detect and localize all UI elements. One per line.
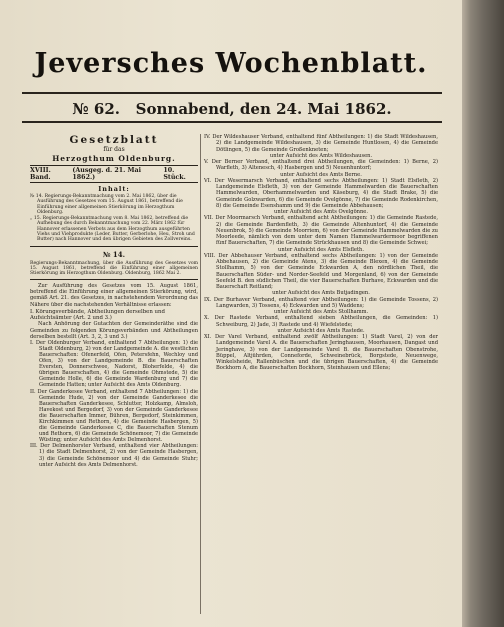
book-spine — [462, 0, 504, 627]
section-separator — [30, 279, 198, 280]
verband-item: II. Der Ganderkesee Verband, enthaltend 7 Abtheilungen: 1) die Gemeinde Hude, 2) von der Gemeinde Ganderkesee die Bauerschaften Ganderkesee, Schlutter, Holzkamp, Almsloh, Havekost und Bergedorf, 3) von der Gemeinde Ganderkesee die Bauerschaften Immer, Bühren, Bergedorf, Steinkimmen, Kirchkimmen und Rethorn, 4) die Gemeinde Hasbergen, 5) die Gemeinde Ganderkesee C, die Bauerschaften Stenum und Rethorn, 6) die Gemeinde Schönemoor, 7) die Gemeinde Wüsting; unter Aufsicht des Amts Delmenhorst. — [30, 388, 198, 444]
band-line — [30, 165, 198, 183]
section-heading: I. Körungsverbände, Abtheilungen derselben und Aufsichtsämter (Art. 2 und 3.) — [30, 308, 165, 322]
verband-item: I. Der Oldenburger Verband, enthaltend 7 Abtheilungen: 1) die Stadt Oldenburg, 2) von der Landgemeinde A. die westlichen Bauerschaften: Ofenerfeld, Ofen, Petersfehn, Wechloy und Ofen, 3) von der Landgemeinde B. die Bauerschaften Eversten, Donnerschwee, Nadorst, Bloherfelde, 4) die übrigen Bauerschaften, 4) die Gemeinde Ohmstede, 5) die Gemeinde Holle, 6) die Gemeinde Wardenburg und 7) die Gemeinde Hatten; unter Aufsicht des Amts Oldenburg. — [30, 339, 198, 389]
paragraph: Zur Ausführung des Gesetzes vom 15. August 1861, betreffend die Einführung einer allgemeinen Stierkörung, wird, gemäß Art. 21. des Gesetzes, in nachstehendem Verordnung das Nähere über die nachstehenden Verhältnisse erlassen: — [30, 283, 198, 308]
right-column — [204, 134, 438, 372]
inhalt-item: № 14. Regierungs-Bekanntmachung vom 2. Mai 1862, über die Ausführung des Gesetzes vom 15. August 1861, betreffend die Einführung einer allgemeinen Stierkörung im Herzogthum Oldenburg. — [30, 194, 183, 215]
verband-supervision: unter Aufsicht des Amts Ovelgönne. — [274, 209, 368, 215]
issue-number: № 62. — [72, 100, 120, 118]
verband-supervision: unter Aufsicht des Amts Elsfleth. — [278, 246, 364, 253]
verband-supervision: unter Aufsicht des Amts Stollhamm. — [273, 309, 369, 315]
verband-item: VIII. Der Abbehauser Verband, enthaltend sechs Abtheilungen: 1) von der Gemeinde Abbehausen, 2) die Gemeinde Atens, 3) die Gemeinde Blexen, 4) die Gemeinde Stollhamm, 5) von der Gemeinde Eckwarden A, den nördlichen Theil, die Bauerschaften Süder- und Norder-Seefeld und Morgenland, 6) von der Gemeinde Seefeld B. den südlichen Theil, die vier Bauerschaften Burhave, Eckwarden und die Bauerschaft Reitland; — [204, 252, 438, 290]
left-column — [30, 134, 198, 468]
verband-item: IV. Der Wildeshauser Verband, enthaltend fünf Abtheilungen: 1) die Stadt Wildeshausen, 2) die Landgemeinde Wildeshausen, 3) die Gemeinde Huntlosen, 4) die Gemeinde Dötlingen, 5) die Gemeinde Großenkneten; — [204, 134, 438, 153]
verband-item: VII. Der Moormarsch Verband, enthaltend acht Abtheilungen: 1) die Gemeinde Rastede, 2) die Gemeinde Bardenfleth, 3) die Gemeinde Altenhuntorf, 4) die Gemeinde Neuenbrok, 5) die Gemeinde Moorriem, 6) von der Gemeinde Hammelwarden die zu Moorleede, nämlich von dem unter dem Namen Hammelwardermoor begriffenen fünf Bauerschaften, 7) die Gemeinde Strückhausen und 8) die Gemeinde Schwei; — [204, 215, 438, 247]
band-issue-date: (Ausgeg. d. 21. Mai 1862.) — [72, 167, 141, 181]
no14-intro: Regierungs-Bekanntmachung, über die Ausführung des Gesetzes vom 15. August 1861, betreffend die Einführung einer allgemeinen Stierkörung im Herzogthum Oldenburg. Oldenburg, 1862 Mai 2. — [30, 260, 198, 277]
masthead-rule-top — [22, 92, 442, 94]
verband-supervision: unter Aufsicht des Amts Rastede. — [277, 327, 365, 334]
masthead-rule-bottom — [22, 121, 442, 123]
verband-item: III. Der Delmenhorster Verband, enthaltend vier Abtheilungen: 1) die Stadt Delmenhorst, 2) von der Gemeinde Hasbergen, 3) die Gemeinde Schönemoor und 4) die Gemeinde Stuhr; unter Aufsicht des Amts Delmenhorst. — [30, 443, 198, 468]
verband-supervision: unter Aufsicht des Amts Wildeshausen. — [269, 152, 373, 159]
column-divider — [200, 134, 201, 614]
band-piece: 10. Stück. — [163, 167, 186, 181]
verband-item: X. Der Rastede Verband, enthaltend sieben Abtheilungen, die Gemeinden: 1) Schweiburg, 2) Jade, 3) Rastede und 4) Wiefelstede; — [204, 315, 438, 328]
verband-item: VI. Der Wesermarsch Verband, enthaltend sechs Abtheilungen: 1) Stadt Elsfleth, 2) Landgemeinde Elsfleth, 3) von der Gemeinde Hammelwarden die Bauerschaften Hammelwarden, Oberhammelwarden und Käseburg, 4) die Stadt Brake, 5) die Gemeinde Golzwarden, 6) die Gemeinde Ovelgönne, 7) die Gemeinde Rodenkirchen, 8) die Gemeinde Esenshamm und 9) die Gemeinde Abbehausen; — [204, 177, 438, 209]
issue-date: Sonnabend, den 24. Mai 1862. — [135, 100, 392, 118]
verband-item: IX. Der Burhaver Verband, enthaltend vier Abtheilungen: 1) die Gemeinde Tossens, 2) Langwarden, 3) Tossens, 4) Eckwarden und 5) Waddens; — [204, 296, 438, 309]
verband-item: XI. Der Varel Verband, enthaltend zwölf Abtheilungen: 1) Stadt Varel, 2) von der Landgemeinde Varel A. die Bauerschaften Jeringhausen, Moorhausen, Dangast und Jeringhave, 3) von der Landgemeinde Varel B. die Bauerschaften Obenstrohe, Büppel, Altjührden, Conneforde, Schweinebrück, Borgstede, Neuenwege, Winkelsheide, Rallenbüschen und die übrigen Bauerschaften, 4) die Gemeinde Bockhorn A, die Bauerschaften Bockhorn, Steinhausen und Ellens; — [204, 334, 438, 372]
inhalt-item: „ 15. Regierungs-Bekanntmachung vom 8. Mai 1862, betreffend die Aufhebung des durch Bekanntmachung vom 22. März 1862 für Hannover erlassenen Verbots aus dem Herzogthum ausgeführten Viehs und Viehprodukte (Leder, Butter, Gerberlohe, Heu, Stroh und Butter) nach Hannover und den übrigen Gebieten des Zollvereins. — [30, 216, 195, 243]
masthead-title: Jeversches Wochenblatt. — [34, 48, 428, 79]
verband-supervision: unter Aufsicht des Amts Berne. — [280, 171, 362, 178]
section-separator — [30, 246, 198, 247]
fuer-das-label: für das — [103, 146, 125, 153]
no14-heading: № 14. — [102, 249, 126, 259]
band-number: XVIII. Band. — [30, 167, 51, 181]
herzogthum-title: Herzogthum Oldenburg. — [52, 154, 176, 163]
verband-supervision: unter Aufsicht des Amts Butjadingen. — [272, 290, 370, 297]
inhalt-heading: Inhalt: — [98, 185, 130, 193]
gesetzblatt-title: Gesetzblatt — [69, 134, 159, 146]
issue-line — [22, 100, 442, 118]
paragraph: Nach Anhörung der Gutachten der Gemeinderäthe sind die Gemeinden zu folgenden Körungsverbänden und Abtheilungen derselben bestellt (Art. 3, 2, 3 und 3.) — [30, 321, 198, 340]
verband-item: V. Der Berner Verband, enthaltend drei Abtheilungen, die Gemeinden: 1) Berne, 2) Warfleth, 3) Altenesch, 4) Hasbergen und 5) Neuenhuntorf; — [204, 159, 438, 172]
